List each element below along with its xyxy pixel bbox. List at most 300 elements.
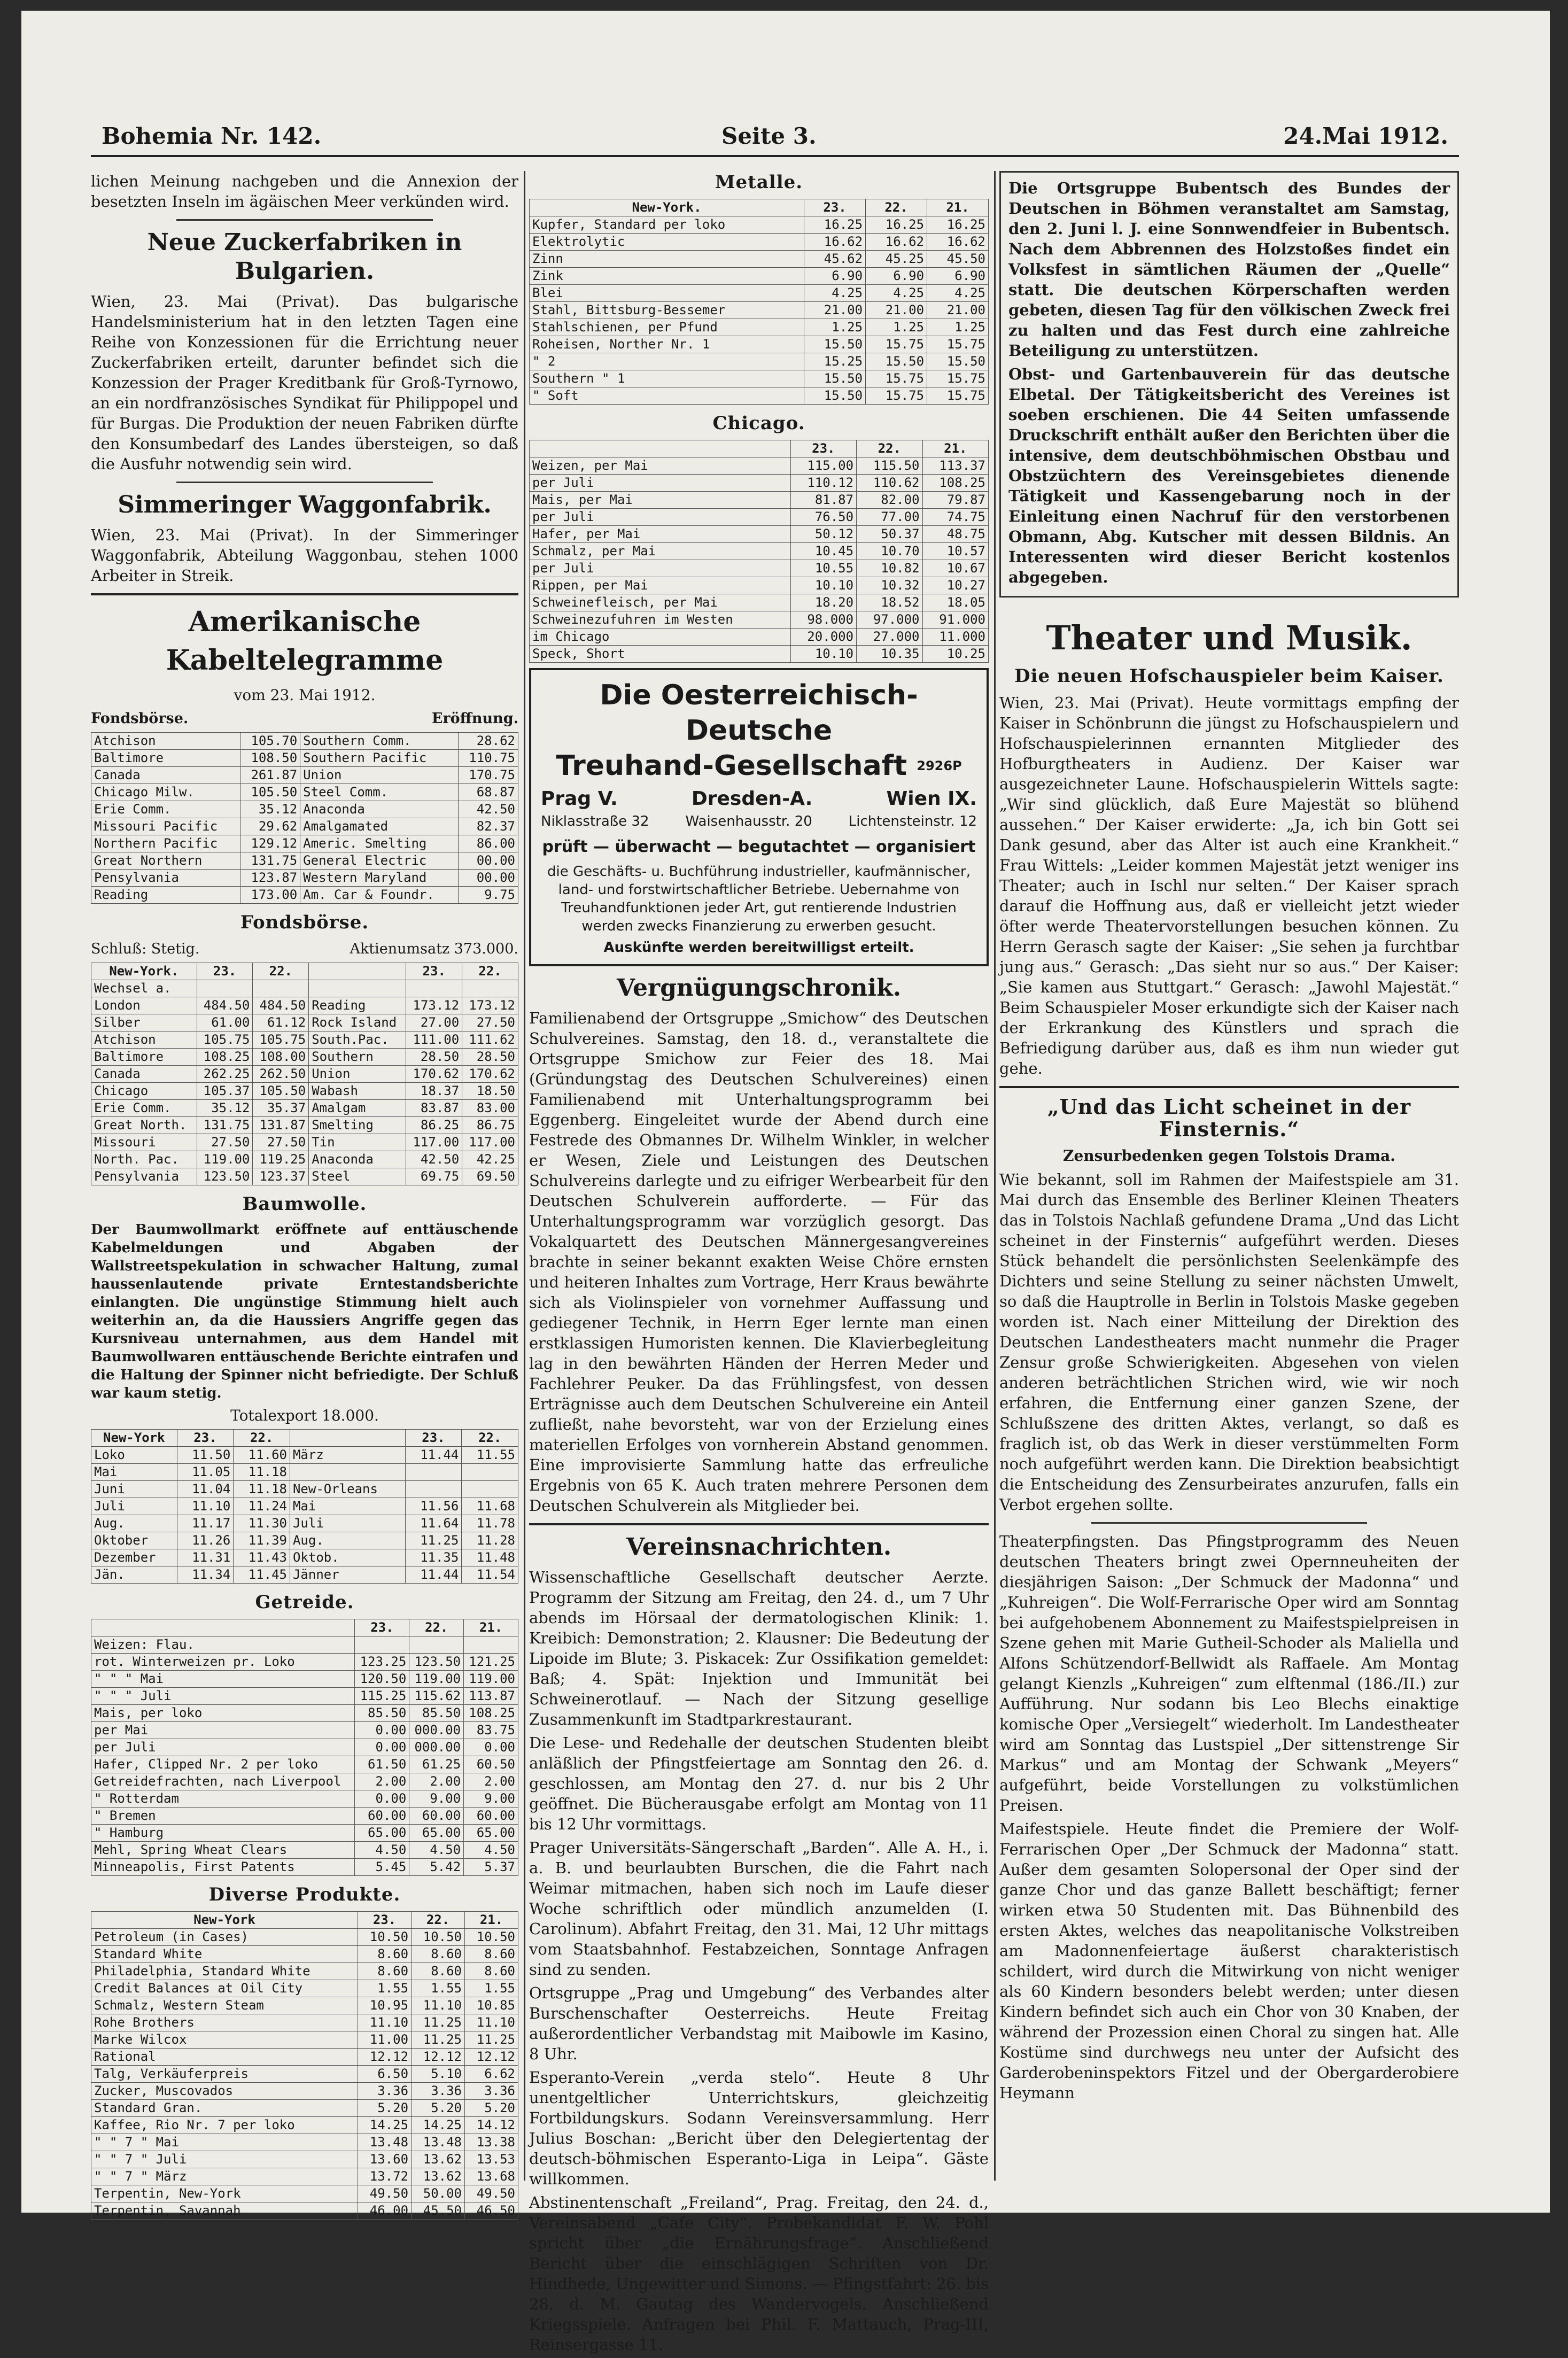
table-row (91, 1688, 518, 1705)
table-cell: 69.75 (406, 1168, 462, 1185)
table-cell: 131.75 (240, 852, 300, 870)
table-cell: 5.10 (412, 2066, 465, 2083)
table-cell: " Soft (530, 387, 804, 405)
section-fondsboerse: Fondsbörse. (240, 912, 369, 933)
notice-obstbau: Obst- und Gartenbauverein für das deutsche Elbetal. Der Tätigkeitsbericht des Vereines ist soeben erschienen. Die 44 Seiten umfassende Druckschrift enthält außer den Berichten über die intensive, dem deutschböhmischen Obstbau und Obstzüchtern des Vereinsgebietes dienende Tätigkeit und Kassengebarung noch in der Einleitung einen Nachruf für den verstorbenen Obmann, Abg. Kutscher mit dessen Bildnis. An Interessenten wird dieser Bericht kostenlos abgegeben. (1008, 365, 1450, 586)
table-cell: 123.87 (240, 870, 300, 887)
table-row (91, 1464, 518, 1481)
table-cell: 85.50 (409, 1705, 464, 1722)
table-cell: " " 7 " März (91, 2168, 358, 2185)
totalexport: Totalexport 18.000. (230, 1407, 379, 1424)
table-row (91, 818, 518, 835)
headline-licht-finsternis: „Und das Licht scheinet in der Finsternis.“ (1047, 1095, 1411, 1141)
table-row (530, 268, 989, 285)
notice-box (999, 171, 1459, 598)
table-row (91, 997, 518, 1014)
table-cell: 6.50 (358, 2066, 412, 2083)
table-cell: 11.68 (462, 1498, 518, 1515)
table-cell: 115.00 (790, 457, 856, 475)
table-header-cell: 23. (177, 1430, 234, 1447)
table-cell: 1.55 (412, 1980, 465, 1997)
table-cell: 11.10 (177, 1498, 234, 1515)
table-cell: 16.25 (804, 216, 866, 234)
table-cell: 11.000 (922, 629, 988, 646)
table-cell: 1.25 (866, 319, 927, 336)
table-cell: 484.50 (253, 997, 309, 1014)
table-cell: Erie Comm. (91, 1100, 197, 1117)
table-row (530, 319, 989, 336)
newspaper-page (21, 11, 1550, 2354)
table-cell: 16.62 (927, 234, 989, 251)
table-cell: 262.25 (197, 1066, 253, 1083)
table-cell: 11.05 (177, 1464, 234, 1481)
table-cell: " " " Juli (91, 1688, 355, 1705)
table-cell: 4.25 (866, 285, 927, 302)
table-cell: per Juli (530, 509, 791, 526)
treuhand-advertisement (529, 668, 989, 966)
table-cell: 173.12 (406, 997, 462, 1014)
table-cell: 110.75 (458, 750, 518, 767)
table-cell: 83.75 (464, 1722, 518, 1739)
table-cell: 173.12 (462, 997, 518, 1014)
table-cell: Schweinefleisch, per Mai (530, 594, 791, 611)
section-chicago: Chicago. (712, 413, 805, 434)
table-cell: 27.00 (406, 1014, 462, 1031)
table-cell: 10.70 (857, 543, 922, 560)
table-cell (355, 1636, 409, 1654)
table-cell: 0.00 (355, 1722, 409, 1739)
table-cell: Canada (91, 1066, 197, 1083)
section-label-row: Schluß: Stetig. Aktienumsatz 373.000. (91, 941, 518, 957)
table-cell: 15.50 (804, 336, 866, 353)
table-cell: 10.10 (790, 646, 856, 663)
table-cell: 117.00 (462, 1134, 518, 1151)
table-row (91, 1498, 518, 1515)
table-cell: 4.50 (409, 1842, 464, 1859)
table-cell: Mais, per loko (91, 1705, 355, 1722)
table-cell: Amalgamated (300, 818, 458, 835)
table-row (530, 543, 989, 560)
ad-services: prüft — überwacht — begutachtet — organisiert (542, 837, 976, 856)
table-cell: New-Orleans (290, 1481, 405, 1498)
table-cell: 11.31 (177, 1549, 234, 1566)
table-header-cell: 22. (462, 1430, 518, 1447)
table-cell: Baltimore (91, 750, 240, 767)
table-cell: Pensylvania (91, 870, 240, 887)
table-cell: 16.25 (866, 216, 927, 234)
table-header-cell: 22. (866, 199, 927, 216)
table-cell: 5.20 (358, 2100, 412, 2117)
table-row (91, 750, 518, 767)
table-row (91, 1532, 518, 1549)
article-theaterpfingsten: Theaterpfingsten. Das Pfingstprogramm des Neuen deutschen Theaters bringt zwei Opernneuheiten der diesjährigen Saison: „Der Schmuck der Madonna“ und „Kuhreigen“. Die Wolf-Ferrarische Oper wird am Sonntag bei aufgehobenem Abonnement zu Maifestspielpreisen in Szene gehen mit Marie Gutheil-Schoder als Maliella und Alfons Schützendorf-Bellwidt als Raffaele. Am Montag gelangt Kienzls „Kuhreigen“ zum elftenmal (186./II.) zur Aufführung. Nur sodann bis Leo Blechs einaktige komische Oper „Versiegelt“ wiederholt. Im Landestheater wird am Sonntag das Lustspiel „Der sittenstrenge Sir Markus“ und am Montag der Schwank „Meyers“ aufgeführt, beide Vorstellungen zu volkstümlichen Preisen. (999, 1532, 1459, 1814)
table-cell: 11.43 (234, 1549, 290, 1566)
table-cell: 1.25 (804, 319, 866, 336)
table-header-row (91, 963, 518, 980)
ad-footer: Auskünfte werden bereitwilligst erteilt. (603, 940, 914, 956)
table-cell: 11.55 (462, 1447, 518, 1464)
table-cell: 48.75 (922, 526, 988, 543)
table-cell: Blei (530, 285, 804, 302)
table-cell: 42.25 (462, 1151, 518, 1168)
table-cell: 86.00 (458, 835, 518, 852)
table-cell: Western Maryland (300, 870, 458, 887)
table-cell (462, 1481, 518, 1498)
table-cell: 16.62 (866, 234, 927, 251)
table-cell: 10.82 (857, 560, 922, 577)
table-cell: 110.12 (790, 475, 856, 492)
table-cell: 10.50 (358, 1929, 412, 1946)
table-row (530, 646, 989, 663)
article-body: Der Baumwollmarkt eröffnete auf enttäuschende Kabelmeldungen und Abgaben der Wallstreetspekulation in schwacher Haltung, zumal haussenlautende private Erntestandsberichte einlangten. Die ungünstige Stimmung hielt auch weiterhin an, da die Haussiers Angriffe gegen das Kursniveau unternahmen, aus dem Handel mit Baumwollwaren enttäuschende Berichte eintrafen und die Haltung der Spinner nicht befriedigte. Der Schluß war kaum stetig. (91, 1222, 518, 1401)
section-getreide: Getreide. (255, 1592, 354, 1613)
table-cell: Getreidefrachten, nach Liverpool (91, 1773, 355, 1790)
table-cell: 11.17 (177, 1515, 234, 1532)
table-row (91, 1515, 518, 1532)
table-cell: 11.18 (234, 1481, 290, 1498)
article-body: Abstinentenschaft „Freiland“, Prag. Freitag, den 24. d., Vereinsabend „Cafe City“. Probekandidat F. W. Pohl spricht über „die Ernährungsfrage“. Anschließend Bericht über die einschlägigen Schriften von Dr. Hindhede, Ungewitter und Simons. — Pfingstfahrt: 26. bis 28. d. M. Gautag des Wandervogels. Anschließend Kriegsspiele. Anfragen bei Phil. F. Mattauch, Prag-III, Reinsergasse 11. (529, 2193, 989, 2354)
table-cell: Elektrolytic (530, 234, 804, 251)
table-cell: " " 7 " Juli (91, 2151, 358, 2168)
table-cell: Steel Comm. (300, 784, 458, 801)
table-cell: 11.24 (234, 1498, 290, 1515)
divider (1091, 1522, 1367, 1524)
table-cell: 1.25 (927, 319, 989, 336)
table-cell: 12.12 (358, 2049, 412, 2066)
table-row (91, 1705, 518, 1722)
table-cell: " Bremen (91, 1808, 355, 1825)
table-cell: Tin (309, 1134, 406, 1151)
table-cell: 85.50 (355, 1705, 409, 1722)
table-cell: General Electric (300, 852, 458, 870)
issue-date: 24.Mai 1912. (1283, 123, 1448, 149)
table-cell: 45.62 (804, 251, 866, 268)
table-cell: Schmalz, Western Steam (91, 1997, 358, 2014)
table-cell (462, 1464, 518, 1481)
table-cell: Terpentin, New-York (91, 2185, 358, 2202)
article-body: Wien, 23. Mai (Privat). Heute vormittags empfing der Kaiser in Schönbrunn die jüngst zu Hofschauspielern und Hofschauspielerinnen ernannten Mitglieder des Hofburgtheaters in Audienz. Der Kaiser war ausgezeichneter Laune. Hofschauspielerin Wittels sagte: „Wir sind glücklich, daß Eure Majestät so blühend aussehen.“ Der Kaiser erwiderte: „Ja, ich bin Gott sei Dank gesund, aber das Alter ist auch eine Krankheit.“ Frau Wittels: „Leider kommen Majestät jetzt weniger ins Theater; auch in Ischl nur selten.“ Der Kaiser sprach darauf die Hoffnung aus, daß er vielleicht jetzt wieder öfter werde Theatervorstellungen besuchen können. Zu Herrn Gerasch sagte der Kaiser: „Sie sehen ja furchtbar jung aus.“ Gerasch: „Das sieht nur so aus.“ Der Kaiser: „Sie kamen aus Stuttgart.“ Gerasch: „Jawohl Majestät.“ Beim Schauspieler Moser erkundigte sich der Kaiser nach der Erkrankung des Künstlers und sprach die Befriedigung darüber aus, daß es ihm nun wieder gut gehe. (999, 694, 1459, 1077)
table-cell: 105.75 (253, 1031, 309, 1049)
divider (176, 482, 433, 483)
table-row (91, 1031, 518, 1049)
column-divider (994, 171, 996, 2181)
table-row (91, 1980, 518, 1997)
table-cell: Juli (91, 1498, 177, 1515)
article-maifestspiele: Maifestspiele. Heute findet die Premiere der Wolf-Ferrarischen Oper „Der Schmuck der Madonna“ statt. Außer dem gesamten Solopersonal der Oper sind der ganze Chor und das ganze Ballett beschäftigt; ferner wirken etwa 50 Studenten mit. Das Bühnenbild des ersten Aktes, welches das neapolitanische Volkstreiben am Madonnenfeiertage äußerst charakteristisch schildert, wird durch die Mitwirkung von nicht weniger als 60 Kindern besonders belebt werden; unter diesen Kindern befindet sich auch ein Chor von 30 Knaben, der während der Prozession einen Choral zu singen hat. Alle Kostüme sind durchwegs neu unter der Aufsicht des Garderobeninspektors Fitzel und der Obergarderobiere Heymann (999, 1820, 1459, 2102)
table-row (91, 1825, 518, 1842)
table-row (91, 2134, 518, 2151)
table-cell: 61.00 (197, 1014, 253, 1031)
table-row (91, 2049, 518, 2066)
table-cell: 9.00 (409, 1790, 464, 1808)
table-cell: 123.37 (253, 1168, 309, 1185)
table-cell: 60.00 (355, 1808, 409, 1825)
table-cell: 49.50 (465, 2185, 518, 2202)
article-body: Esperanto-Verein „verda stelo“. Heute 8 Uhr unentgeltlicher Unterrichtskurs, gleichzeitig Fortbildungskurs. Sodann Vereinsversammlung. Herr Julius Boschan: „Bericht über den Delegiertentag der deutsch-böhmischen Esperanto-Liga in Leipa“. Gäste willkommen. (529, 2068, 989, 2188)
table-cell: 45.25 (866, 251, 927, 268)
table-cell: 123.25 (355, 1654, 409, 1671)
table-cell: Erie Comm. (91, 801, 240, 818)
table-row (91, 2100, 518, 2117)
table-cell: 10.50 (412, 1929, 465, 1946)
table-row (91, 1842, 518, 1859)
table-cell: 115.62 (409, 1688, 464, 1705)
table-cell: März (290, 1447, 405, 1464)
table-header-cell: New-York. (530, 199, 804, 216)
table-row (530, 475, 989, 492)
table-cell: 120.50 (355, 1671, 409, 1688)
table-cell: Union (309, 1066, 406, 1083)
table-row (91, 1083, 518, 1100)
table-cell: 13.62 (412, 2151, 465, 2168)
table-cell: Northern Pacific (91, 835, 240, 852)
table-cell: 15.75 (866, 387, 927, 405)
table-cell: 5.42 (409, 1859, 464, 1876)
table-cell: 10.45 (790, 543, 856, 560)
table-header-cell: 21. (927, 199, 989, 216)
table-cell: 3.36 (465, 2083, 518, 2100)
table-cell: 35.37 (253, 1100, 309, 1117)
table-cell: 8.60 (465, 1946, 518, 1963)
table-cell: 13.38 (465, 2134, 518, 2151)
column-1 (91, 171, 518, 2225)
table-cell: 6.62 (465, 2066, 518, 2083)
table-cell: 5.20 (465, 2100, 518, 2117)
table-row (91, 1636, 518, 1654)
table-cell: Hafer, per Mai (530, 526, 791, 543)
table-cell: 131.75 (197, 1117, 253, 1134)
page-header (91, 107, 1459, 157)
table-cell: 261.87 (240, 767, 300, 784)
table-cell: 11.50 (177, 1447, 234, 1464)
table-cell: Juni (91, 1481, 177, 1498)
table-row (91, 733, 518, 750)
notice-bubentsch: Die Ortsgruppe Bubentsch des Bundes der Deutschen in Böhmen veranstaltet am Samstag, den 2. Juni l. J. eine Sonnwendfeier in Bubentsch. Nach dem Abbrennen des Holzstoßes findet ein Volksfest in sämtlichen Räumen der „Quelle“ statt. Die deutschen Körperschaften werden gebeten, diesen Tag für den völkischen Zweck frei zu halten und das Fest durch eine zahlreiche Beteiligung zu unterstützen. (1008, 179, 1450, 360)
table-cell: " " " Mai (91, 1671, 355, 1688)
table-cell: 000.00 (409, 1739, 464, 1756)
table-cell: 113.37 (922, 457, 988, 475)
table-row (530, 251, 989, 268)
table-cell: 5.45 (355, 1859, 409, 1876)
table-cell: 11.44 (405, 1566, 462, 1584)
table-cell: 50.00 (412, 2185, 465, 2202)
table-cell: Kupfer, Standard per loko (530, 216, 804, 234)
table-cell: Mehl, Spring Wheat Clears (91, 1842, 355, 1859)
paper-issue: Bohemia Nr. 142. (102, 123, 322, 149)
table-row (91, 1739, 518, 1756)
table-cell: Reading (91, 887, 240, 904)
table-row (530, 387, 989, 405)
table-header-cell: New-York (91, 1430, 177, 1447)
divider (176, 219, 433, 221)
table-cell: 46.00 (358, 2202, 412, 2220)
table-cell: Rational (91, 2049, 358, 2066)
table-cell: Standard Gran. (91, 2100, 358, 2117)
table-cell: Rock Island (309, 1014, 406, 1031)
table-cell: Silber (91, 1014, 197, 1031)
table-cell: Talg, Verkäuferpreis (91, 2066, 358, 2083)
table-cell: 13.48 (412, 2134, 465, 2151)
table-cell: 11.44 (405, 1447, 462, 1464)
table-cell: 65.00 (464, 1825, 518, 1842)
table-header-cell (309, 963, 406, 980)
table-cell: 69.50 (462, 1168, 518, 1185)
headline-vereinsnachrichten: Vereinsnachrichten. (626, 1533, 892, 1561)
table-row (91, 1946, 518, 1963)
table-cell: North. Pac. (91, 1151, 197, 1168)
table-cell: 11.60 (234, 1447, 290, 1464)
table-cell (409, 1636, 464, 1654)
article-body: Die Lese- und Redehalle der deutschen Studenten bleibt anläßlich der Pfingstfeiertage am Sonntag den 26. d. geschlossen, am Montag den 27. d. nur bis 2 Uhr geöffnet. Die Bücherausgabe erfolgt am Montag von 11 bis 12 Uhr vormittags. (529, 1734, 989, 1833)
section-diverse: Diverse Produkte. (208, 1884, 401, 1905)
table-cell: 91.000 (922, 611, 988, 629)
metalle-table (529, 199, 989, 405)
table-cell: 11.25 (412, 2031, 465, 2049)
table-cell: 27.50 (197, 1134, 253, 1151)
table-cell: 8.60 (412, 1963, 465, 1980)
table-header-cell: 21. (922, 440, 988, 457)
table-cell: 10.85 (465, 1997, 518, 2014)
table-cell: 28.62 (458, 733, 518, 750)
table-cell: 83.00 (462, 1100, 518, 1117)
table-cell: 65.00 (355, 1825, 409, 1842)
table-cell: per Juli (530, 560, 791, 577)
table-cell: 13.48 (358, 2134, 412, 2151)
table-cell (462, 980, 518, 997)
table-cell: 97.000 (857, 611, 922, 629)
table-cell: 170.62 (462, 1066, 518, 1083)
ad-text: die Geschäfts- u. Buchführung industrieller, kaufmännischer, land- und forstwirtschaftlicher Betriebe. Uebernahme von Treuhandfunktionen jeder Art, gut rentierende Industrien werden zwecks Finanzierung zu erwerben gesucht. (547, 864, 971, 934)
table-cell: 61.50 (355, 1756, 409, 1773)
table-cell: 3.36 (358, 2083, 412, 2100)
table-cell: rot. Winterweizen pr. Loko (91, 1654, 355, 1671)
table-cell: Missouri (91, 1134, 197, 1151)
table-row (91, 2117, 518, 2134)
table-row (530, 285, 989, 302)
table-cell: 15.75 (927, 336, 989, 353)
table-cell: 27.000 (857, 629, 922, 646)
table-cell: 11.30 (234, 1515, 290, 1532)
table-row (91, 1654, 518, 1671)
table-cell: Weizen: Flau. (91, 1636, 355, 1654)
table-cell: 105.75 (197, 1031, 253, 1049)
table-cell: 115.50 (857, 457, 922, 475)
dateline: vom 23. Mai 1912. (234, 686, 376, 704)
table-cell: Stahl, Bittsburg-Bessemer (530, 302, 804, 319)
table-cell: 8.60 (358, 1963, 412, 1980)
table-cell: 13.72 (358, 2168, 412, 2185)
table-cell: 8.60 (465, 1963, 518, 1980)
table-row (91, 1756, 518, 1773)
table-cell: Wechsel a. (91, 980, 197, 997)
table-cell: Aug. (290, 1532, 405, 1549)
ad-cities: Prag V. Dresden-A. Wien IX. (541, 788, 977, 810)
table-row (91, 887, 518, 904)
table-header-cell: 23. (804, 199, 866, 216)
chicago-table (529, 440, 989, 663)
baumwolle-table (91, 1429, 518, 1584)
table-cell: Roheisen, Norther Nr. 1 (530, 336, 804, 353)
table-cell: Stahlschienen, per Pfund (530, 319, 804, 336)
table-cell: 1.55 (465, 1980, 518, 1997)
table-row (91, 1808, 518, 1825)
table-cell: 262.50 (253, 1066, 309, 1083)
table-header-row (91, 1619, 518, 1636)
table-cell: Loko (91, 1447, 177, 1464)
table-cell (405, 1464, 462, 1481)
table-cell: per Juli (91, 1739, 355, 1756)
table-cell: 21.00 (804, 302, 866, 319)
table-cell: Aug. (91, 1515, 177, 1532)
table-cell: 173.00 (240, 887, 300, 904)
table-cell: 16.62 (804, 234, 866, 251)
table-cell: 65.00 (409, 1825, 464, 1842)
table-header-cell: 22. (857, 440, 922, 457)
table-cell: 3.36 (412, 2083, 465, 2100)
table-cell: per Mai (91, 1722, 355, 1739)
table-cell: Anaconda (309, 1151, 406, 1168)
article-body: Ortsgruppe „Prag und Umgebung“ des Verbandes alter Burschenschafter Oesterreichs. Heute Freitag außerordentlicher Verbandstag mit Maibowle im Kasino, 8 Uhr. (529, 1984, 989, 2063)
table-cell: " 2 (530, 353, 804, 370)
table-cell: 10.25 (922, 646, 988, 663)
table-cell: Baltimore (91, 1049, 197, 1066)
table-cell: Jänner (290, 1566, 405, 1584)
table-row (530, 594, 989, 611)
table-row (530, 353, 989, 370)
table-cell: 10.57 (922, 543, 988, 560)
table-cell: 15.50 (804, 370, 866, 387)
table-cell: Mai (91, 1464, 177, 1481)
table-cell: Union (300, 767, 458, 784)
table-cell: 105.50 (240, 784, 300, 801)
table-cell: 11.18 (234, 1464, 290, 1481)
table-row (91, 1722, 518, 1739)
table-row (91, 767, 518, 784)
table-cell: 108.00 (253, 1049, 309, 1066)
table-header-row (530, 199, 989, 216)
table-cell: Americ. Smelting (300, 835, 458, 852)
table-row (91, 1049, 518, 1066)
table-cell: 45.50 (927, 251, 989, 268)
table-row (530, 370, 989, 387)
table-header-cell: 22. (462, 963, 518, 980)
table-cell: 000.00 (409, 1722, 464, 1739)
table-cell: 117.00 (406, 1134, 462, 1151)
table-row (91, 1014, 518, 1031)
table-cell: Terpentin, Savannah (91, 2202, 358, 2220)
table-cell: Southern " 1 (530, 370, 804, 387)
table-cell: " " 7 " Mai (91, 2134, 358, 2151)
article-body: Prager Universitäts-Sängerschaft „Barden“. Alle A. H., i. a. B. und beurlaubten Burschen, die die Fahrt nach Weimar mitmachen, haben sich noch im Laufe dieser Woche schriftlich oder mündlich anzumelden (I. Carolinum). Abfahrt Freitag, den 31. Mai, 12 Uhr mittags vom Staatsbahnhof. Festabzeichen, Sonntage Anfragen sind zu senden. (529, 1839, 989, 1979)
table-cell: Kaffee, Rio Nr. 7 per loko (91, 2117, 358, 2134)
table-cell: 4.25 (927, 285, 989, 302)
table-cell: 121.25 (464, 1654, 518, 1671)
table-cell: 108.50 (240, 750, 300, 767)
table-cell: Speck, Short (530, 646, 791, 663)
table-cell: Missouri Pacific (91, 818, 240, 835)
table-cell: 11.78 (462, 1515, 518, 1532)
column-2 (529, 171, 989, 2358)
table-cell: 11.26 (177, 1532, 234, 1549)
section-label-row: Fondsbörse. Eröffnung. (91, 710, 518, 727)
table-cell: 0.00 (464, 1739, 518, 1756)
table-cell: 82.00 (857, 492, 922, 509)
table-cell: 119.00 (197, 1151, 253, 1168)
table-cell: 123.50 (197, 1168, 253, 1185)
table-cell: 16.25 (927, 216, 989, 234)
table-cell (309, 980, 406, 997)
table-row (530, 336, 989, 353)
